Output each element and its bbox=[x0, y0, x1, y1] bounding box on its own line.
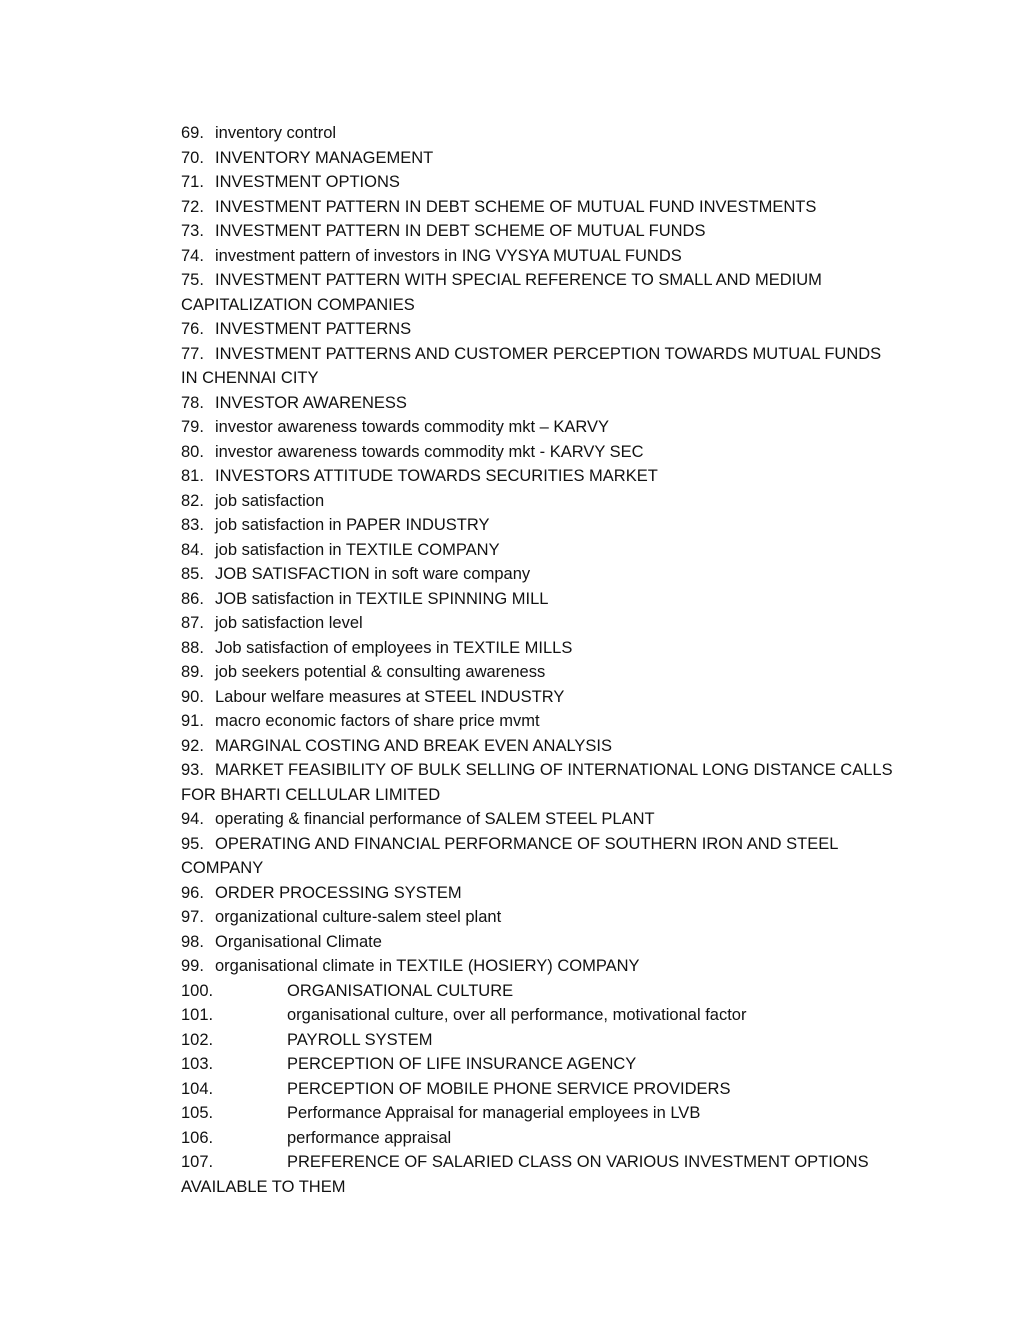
list-item bbox=[181, 244, 901, 269]
item-text: PAYROLL SYSTEM bbox=[287, 1030, 433, 1049]
list-item bbox=[181, 342, 901, 391]
item-number: 94. bbox=[181, 810, 204, 828]
item-text: PERCEPTION OF LIFE INSURANCE AGENCY bbox=[287, 1055, 637, 1073]
item-number: 88. bbox=[181, 638, 204, 657]
list-item bbox=[181, 709, 901, 734]
item-number: 91. bbox=[181, 712, 204, 730]
item-text: macro economic factors of share price mvmt bbox=[215, 712, 540, 730]
item-number: 107. bbox=[181, 1153, 214, 1171]
item-number: 70. bbox=[181, 148, 204, 167]
item-text: performance appraisal bbox=[287, 1128, 452, 1147]
item-text: job satisfaction in TEXTILE COMPANY bbox=[215, 540, 500, 559]
item-number: 98. bbox=[181, 932, 204, 951]
item-text: PERCEPTION OF MOBILE PHONE SERVICE PROVIDERS bbox=[287, 1079, 731, 1098]
list-item bbox=[181, 734, 901, 759]
item-number: 89. bbox=[181, 663, 204, 681]
item-number: 83. bbox=[181, 516, 204, 534]
list-item bbox=[181, 587, 901, 612]
item-text: job satisfaction bbox=[215, 491, 325, 510]
item-text: organisational climate in TEXTILE (HOSIERY) COMPANY bbox=[215, 957, 640, 975]
item-number: 92. bbox=[181, 736, 204, 755]
item-text: Labour welfare measures at STEEL INDUSTRY bbox=[215, 687, 565, 706]
item-number: 74. bbox=[181, 246, 204, 265]
item-text: job seekers potential & consulting awareness bbox=[215, 663, 546, 681]
item-text: Organisational Climate bbox=[215, 932, 382, 951]
item-text: INVESTMENT PATTERN WITH SPECIAL REFERENCE TO SMALL AND MEDIUM bbox=[215, 271, 822, 289]
list-item bbox=[181, 464, 901, 489]
item-number: 106. bbox=[181, 1128, 214, 1147]
topic-list bbox=[181, 121, 901, 1199]
item-number: 69. bbox=[181, 124, 204, 142]
list-item bbox=[181, 268, 901, 317]
item-text: job satisfaction level bbox=[215, 614, 363, 632]
item-text: INVESTMENT OPTIONS bbox=[215, 173, 400, 191]
item-text: job satisfaction in PAPER INDUSTRY bbox=[215, 516, 490, 534]
list-item bbox=[181, 685, 901, 710]
list-item bbox=[181, 832, 901, 881]
item-number: 79. bbox=[181, 418, 204, 436]
item-text-continued: IN CHENNAI CITY bbox=[181, 369, 319, 387]
list-item bbox=[181, 562, 901, 587]
item-text: OPERATING AND FINANCIAL PERFORMANCE OF SOUTHERN IRON AND STEEL bbox=[215, 834, 839, 853]
item-number: 81. bbox=[181, 467, 204, 485]
list-item bbox=[181, 758, 901, 807]
item-number: 95. bbox=[181, 834, 204, 853]
list-item bbox=[181, 881, 901, 906]
item-number: 72. bbox=[181, 197, 204, 216]
list-item bbox=[181, 930, 901, 955]
item-text: investment pattern of investors in ING VYSYA MUTUAL FUNDS bbox=[215, 246, 682, 265]
list-item bbox=[181, 1126, 901, 1151]
item-text: INVESTOR AWARENESS bbox=[215, 393, 407, 412]
item-number: 77. bbox=[181, 344, 204, 363]
item-text: PREFERENCE OF SALARIED CLASS ON VARIOUS INVESTMENT OPTIONS bbox=[287, 1153, 869, 1171]
list-item bbox=[181, 219, 901, 244]
item-number: 103. bbox=[181, 1055, 214, 1073]
item-text-continued: FOR BHARTI CELLULAR LIMITED bbox=[181, 785, 441, 804]
item-number: 80. bbox=[181, 442, 204, 461]
item-text: inventory control bbox=[215, 124, 337, 142]
item-number: 76. bbox=[181, 320, 204, 338]
item-text: ORDER PROCESSING SYSTEM bbox=[215, 883, 462, 902]
item-text: JOB SATISFACTION in soft ware company bbox=[215, 565, 531, 583]
item-text: organisational culture, over all performance, motivational factor bbox=[287, 1006, 747, 1024]
list-item bbox=[181, 954, 901, 979]
list-item bbox=[181, 660, 901, 685]
list-item bbox=[181, 195, 901, 220]
item-text: MARGINAL COSTING AND BREAK EVEN ANALYSIS bbox=[215, 736, 613, 755]
list-item bbox=[181, 1150, 901, 1199]
item-text: INVESTMENT PATTERN IN DEBT SCHEME OF MUTUAL FUNDS bbox=[215, 222, 706, 240]
item-number: 99. bbox=[181, 957, 204, 975]
list-item bbox=[181, 807, 901, 832]
item-text-continued: AVAILABLE TO THEM bbox=[181, 1177, 346, 1196]
list-item bbox=[181, 1052, 901, 1077]
item-text: INVENTORY MANAGEMENT bbox=[215, 148, 434, 167]
item-text: Job satisfaction of employees in TEXTILE MILLS bbox=[215, 638, 573, 657]
item-number: 100. bbox=[181, 981, 214, 1000]
item-number: 87. bbox=[181, 614, 204, 632]
list-item bbox=[181, 121, 901, 146]
list-item bbox=[181, 979, 901, 1004]
item-number: 75. bbox=[181, 271, 204, 289]
item-number: 97. bbox=[181, 908, 204, 926]
list-item bbox=[181, 611, 901, 636]
item-number: 90. bbox=[181, 687, 204, 706]
item-text: operating & financial performance of SALEM STEEL PLANT bbox=[215, 810, 655, 828]
item-text-continued: CAPITALIZATION COMPANIES bbox=[181, 295, 415, 314]
list-item bbox=[181, 440, 901, 465]
item-text: INVESTMENT PATTERNS AND CUSTOMER PERCEPTION TOWARDS MUTUAL FUNDS bbox=[215, 344, 882, 363]
item-number: 73. bbox=[181, 222, 204, 240]
item-text: MARKET FEASIBILITY OF BULK SELLING OF INTERNATIONAL LONG DISTANCE CALLS bbox=[215, 761, 893, 779]
item-number: 93. bbox=[181, 761, 204, 779]
list-item bbox=[181, 538, 901, 563]
list-item bbox=[181, 1003, 901, 1028]
list-item bbox=[181, 1077, 901, 1102]
item-text: Performance Appraisal for managerial employees in LVB bbox=[287, 1104, 701, 1122]
item-text: JOB satisfaction in TEXTILE SPINNING MILL bbox=[215, 589, 549, 608]
item-text-continued: COMPANY bbox=[181, 859, 264, 877]
item-text: ORGANISATIONAL CULTURE bbox=[287, 981, 514, 1000]
list-item bbox=[181, 391, 901, 416]
item-text: investor awareness towards commodity mkt – KARVY bbox=[215, 418, 610, 436]
item-number: 105. bbox=[181, 1104, 214, 1122]
item-number: 84. bbox=[181, 540, 204, 559]
list-item bbox=[181, 415, 901, 440]
list-item bbox=[181, 905, 901, 930]
list-item bbox=[181, 1028, 901, 1053]
item-text: investor awareness towards commodity mkt - KARVY SEC bbox=[215, 442, 644, 461]
item-number: 86. bbox=[181, 589, 204, 608]
list-item bbox=[181, 489, 901, 514]
item-text: INVESTORS ATTITUDE TOWARDS SECURITIES MARKET bbox=[215, 467, 658, 485]
list-item bbox=[181, 1101, 901, 1126]
item-number: 82. bbox=[181, 491, 204, 510]
item-number: 96. bbox=[181, 883, 204, 902]
list-item bbox=[181, 513, 901, 538]
item-number: 101. bbox=[181, 1006, 214, 1024]
item-text: INVESTMENT PATTERN IN DEBT SCHEME OF MUTUAL FUND INVESTMENTS bbox=[215, 197, 817, 216]
item-number: 71. bbox=[181, 173, 204, 191]
item-number: 78. bbox=[181, 393, 204, 412]
item-number: 104. bbox=[181, 1079, 214, 1098]
list-item bbox=[181, 170, 901, 195]
item-number: 85. bbox=[181, 565, 204, 583]
item-text: INVESTMENT PATTERNS bbox=[215, 320, 412, 338]
item-number: 102. bbox=[181, 1030, 214, 1049]
item-text: organizational culture-salem steel plant bbox=[215, 908, 502, 926]
list-item bbox=[181, 146, 901, 171]
list-item bbox=[181, 636, 901, 661]
list-item bbox=[181, 317, 901, 342]
